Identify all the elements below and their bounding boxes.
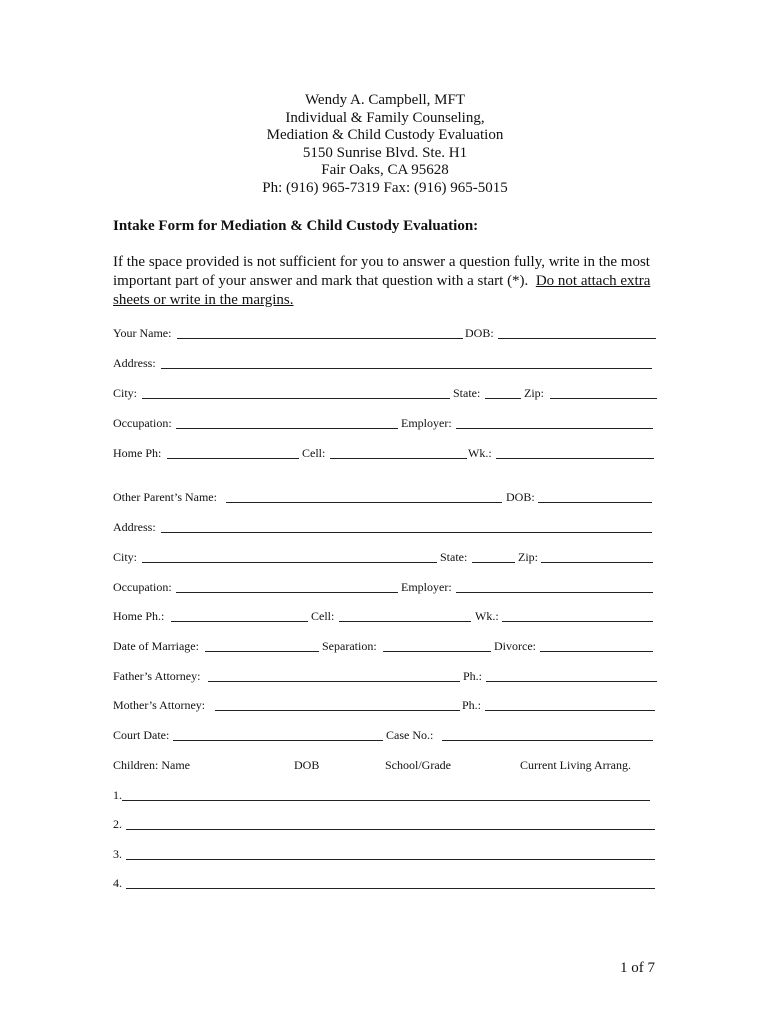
separation-label: Separation:: [322, 639, 377, 653]
other-address-line[interactable]: [161, 532, 652, 533]
other-employer-label: Employer:: [401, 580, 452, 594]
letterhead: [0, 92, 770, 198]
other-state-line[interactable]: [472, 562, 515, 563]
court-date-line[interactable]: [173, 740, 383, 741]
other-parent-dob-label: DOB:: [506, 490, 535, 504]
dob-line[interactable]: [498, 338, 656, 339]
cell-line[interactable]: [330, 458, 467, 459]
work-phone-label: Wk.:: [468, 446, 492, 460]
cell-label: Cell:: [302, 446, 326, 460]
street-address: 5150 Sunrise Blvd. Ste. H1: [302, 144, 468, 161]
mothers-attorney-label: Mother’s Attorney:: [113, 698, 206, 712]
state-label: State:: [453, 386, 481, 400]
address-line[interactable]: [161, 368, 652, 369]
dob-label: DOB:: [465, 326, 494, 340]
other-occupation-line[interactable]: [176, 592, 398, 593]
your-name-line[interactable]: [177, 338, 463, 339]
instructions-warning: Do not attach extra sheets or write in the margins.: [113, 273, 651, 308]
child-row-2-number: 2.: [113, 817, 122, 831]
your-name-label: Your Name:: [113, 326, 172, 340]
state-line[interactable]: [485, 398, 521, 399]
city-label: City:: [113, 386, 138, 400]
other-zip-line[interactable]: [541, 562, 653, 563]
other-zip-label: Zip:: [518, 550, 538, 564]
other-address-label: Address:: [113, 520, 156, 534]
other-city-label: City:: [113, 550, 138, 564]
page-number: 1 of 7: [620, 960, 655, 976]
fathers-attorney-line[interactable]: [208, 681, 460, 682]
phone-fax: Ph: (916) 965-7319 Fax: (916) 965-5015: [262, 179, 508, 196]
fathers-attorney-label: Father’s Attorney:: [113, 669, 201, 683]
city-state-zip: Fair Oaks, CA 95628: [321, 162, 449, 179]
date-of-marriage-label: Date of Marriage:: [113, 639, 199, 653]
mothers-attorney-phone-line[interactable]: [485, 710, 655, 711]
date-of-marriage-line[interactable]: [205, 651, 319, 652]
fathers-attorney-phone-line[interactable]: [486, 681, 657, 682]
mothers-attorney-line[interactable]: [215, 710, 460, 711]
court-date-label: Court Date:: [113, 728, 170, 742]
divorce-label: Divorce:: [494, 639, 536, 653]
child-row-1-number: 1.: [113, 788, 122, 802]
other-occupation-label: Occupation:: [113, 580, 172, 594]
fathers-attorney-phone-label: Ph.:: [463, 669, 483, 683]
other-city-line[interactable]: [142, 562, 437, 563]
children-school-header: School/Grade: [385, 758, 451, 772]
zip-line[interactable]: [550, 398, 657, 399]
address-label: Address:: [113, 356, 156, 370]
zip-label: Zip:: [524, 386, 544, 400]
home-phone-label: Home Ph:: [113, 446, 162, 460]
instructions-text: If the space provided is not sufficient for you to answer a question fully, write in the most important part of your answer and mark that question with a start (*).: [113, 254, 650, 289]
other-cell-label: Cell:: [311, 609, 335, 623]
work-phone-line[interactable]: [496, 458, 654, 459]
other-cell-line[interactable]: [339, 621, 471, 622]
separation-line[interactable]: [383, 651, 491, 652]
form-title: Intake Form for Mediation & Child Custody Evaluation:: [113, 218, 479, 234]
occupation-label: Occupation:: [113, 416, 172, 430]
employer-line[interactable]: [456, 428, 653, 429]
child-row-1-line[interactable]: [122, 800, 650, 801]
other-parent-name-label: Other Parent’s Name:: [113, 490, 217, 504]
other-state-label: State:: [440, 550, 468, 564]
other-work-phone-label: Wk.:: [475, 609, 499, 623]
case-number-line[interactable]: [442, 740, 653, 741]
other-parent-dob-line[interactable]: [538, 502, 652, 503]
services-line-1: Individual & Family Counseling,: [285, 109, 485, 126]
other-home-phone-label: Home Ph.:: [113, 609, 165, 623]
child-row-4-number: 4.: [113, 876, 122, 890]
city-line[interactable]: [142, 398, 450, 399]
child-row-2-line[interactable]: [126, 829, 655, 830]
other-work-phone-line[interactable]: [502, 621, 653, 622]
other-home-phone-line[interactable]: [171, 621, 308, 622]
child-row-3-number: 3.: [113, 847, 122, 861]
employer-label: Employer:: [401, 416, 452, 430]
practitioner-name: Wendy A. Campbell, MFT: [304, 92, 466, 108]
child-row-4-line[interactable]: [126, 888, 655, 889]
mothers-attorney-phone-label: Ph.:: [462, 698, 482, 712]
occupation-line[interactable]: [176, 428, 398, 429]
case-number-label: Case No.:: [386, 728, 434, 742]
children-name-header: Children: Name: [113, 758, 190, 772]
divorce-line[interactable]: [540, 651, 653, 652]
child-row-3-line[interactable]: [126, 859, 655, 860]
home-phone-line[interactable]: [167, 458, 299, 459]
children-dob-header: DOB: [294, 758, 320, 772]
other-employer-line[interactable]: [456, 592, 653, 593]
instructions: [113, 253, 663, 310]
children-living-header: Current Living Arrang.: [520, 758, 631, 772]
services-line-2: Mediation & Child Custody Evaluation: [266, 127, 504, 144]
children-header-row: [113, 758, 673, 774]
other-parent-name-line[interactable]: [226, 502, 502, 503]
